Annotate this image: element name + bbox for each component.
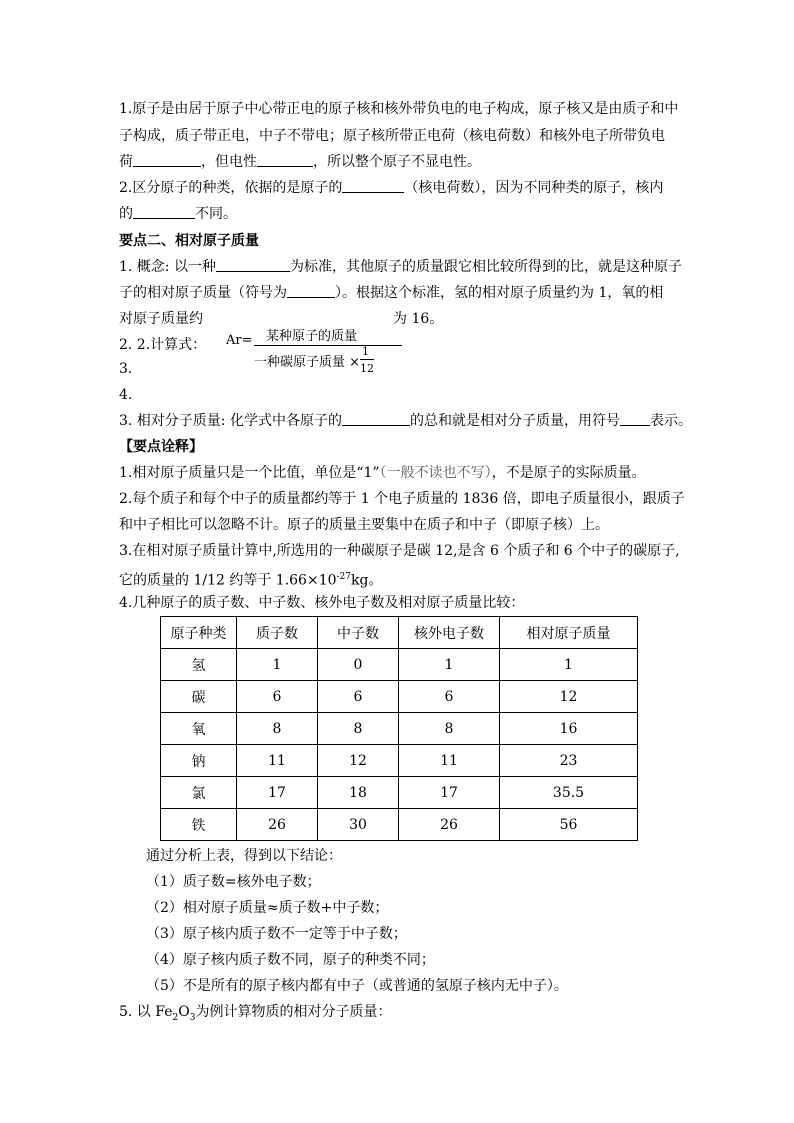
note-2a: 2.每个质子和每个中子的质量都约等于 1 个电子质量的 1836 倍，即电子质量很小，跟质子 — [119, 491, 685, 507]
atom-table — [160, 616, 638, 841]
table-cell: 12 — [318, 745, 399, 777]
section-heading: 要点二、相对原子质量 — [119, 233, 259, 249]
note-1: 1.相对原子质量只是一个比值，单位是“1”（一般不读也不写），不是原子的实际质量。 — [119, 465, 646, 481]
table-header-cell: 中子数 — [318, 617, 399, 649]
table-cell: 6 — [318, 681, 399, 713]
blank-symbol[interactable] — [287, 283, 335, 298]
table-header-cell: 核外电子数 — [399, 617, 500, 649]
conclusion-intro: 通过分析上表，得到以下结论： — [146, 848, 342, 864]
table-cell: 8 — [318, 713, 399, 745]
formula — [226, 325, 396, 385]
note-4: 4.几种原子的质子数、中子数、核外电子数及相对原子质量比较： — [119, 595, 525, 611]
note-3b: 它的质量的 1/12 约等于 $1.66\times 10^{-27}kg$。 — [119, 572, 383, 589]
table-cell: 11 — [237, 745, 318, 777]
table-cell: 26 — [237, 809, 318, 841]
table-cell: 26 — [399, 809, 500, 841]
conclusion-4: （4）原子核内质子数不同，原子的种类不同； — [146, 952, 435, 968]
table-cell: 氧 — [161, 713, 237, 745]
table-row — [161, 745, 638, 777]
table-cell: 钠 — [161, 745, 237, 777]
notes-heading: 【要点诠释】 — [119, 439, 203, 455]
table-cell: 1 — [399, 649, 500, 681]
formula-small-denominator: 12 — [360, 362, 374, 375]
table-cell: 铁 — [161, 809, 237, 841]
para1-line1: 1.原子是由居于原子中心带正电的原子核和核外带负电的电子构成，原子核又是由质子和中 — [119, 101, 679, 117]
table-row — [161, 777, 638, 809]
para1-line2: 子构成，质子带正电，中子不带电；原子核所带正电荷（核电荷数）和核外电子所带负电 — [119, 128, 665, 144]
formula-denominator: 一种碳原子质量 × — [254, 355, 361, 370]
table-cell: 11 — [399, 745, 500, 777]
table-cell: 23 — [500, 745, 638, 777]
table-cell: 12 — [500, 681, 638, 713]
blank-electric-charge[interactable] — [133, 152, 201, 167]
table-cell: 1 — [500, 649, 638, 681]
table-cell: 碳 — [161, 681, 237, 713]
table-cell: 8 — [237, 713, 318, 745]
note-2b: 和中子相比可以忽略不计。原子的质量主要集中在质子和中子（即原子核）上。 — [119, 517, 609, 533]
blank-atom-property[interactable] — [342, 178, 404, 193]
table-cell: 6 — [237, 681, 318, 713]
table-cell: 6 — [399, 681, 500, 713]
para1-line3: 荷 ，但电性 ，所以整个原子不显电性。 — [119, 154, 481, 170]
table-row — [161, 713, 638, 745]
item-number-3: 3. — [119, 361, 133, 377]
table-cell: 8 — [399, 713, 500, 745]
blank-atom-sum[interactable] — [342, 411, 410, 426]
concept-line2: 子的相对原子质量（符号为 ）。根据这个标准，氢的相对原子质量约为 1，氧的相 — [119, 285, 664, 301]
note-3a: 3.在相对原子质量计算中,所选用的一种碳原子是碳 12,是含 6 个质子和 6 个中子的碳原子, — [119, 543, 680, 559]
blank-electric-property[interactable] — [257, 152, 313, 167]
blank-nucleus-property[interactable] — [133, 204, 195, 219]
table-row — [161, 809, 638, 841]
item5-line: 5. 以 $Fe_2O_3$为例计算物质的相对分子质量： — [119, 1004, 392, 1023]
table-cell: 氢 — [161, 649, 237, 681]
blank-standard[interactable] — [216, 257, 290, 272]
table-cell: 1 — [237, 649, 318, 681]
table-header-cell: 质子数 — [237, 617, 318, 649]
concept-line1: 1. 概念: 以一种 为标准，其他原子的质量跟它相比较所得到的比，就是这种原子 — [119, 259, 682, 275]
table-cell: 17 — [399, 777, 500, 809]
formula-numerator: 某种原子的质量 — [266, 329, 358, 344]
conclusion-3: （3）原子核内质子数不一定等于中子数； — [146, 926, 407, 942]
calc-label: 2. 2.计算式： — [119, 337, 207, 353]
conclusion-2: （2）相对原子质量≈质子数+中子数； — [146, 900, 389, 916]
table-header-cell: 相对原子质量 — [500, 617, 638, 649]
molecular-line: 3. 相对分子质量: 化学式中各原子的 的总和就是相对分子质量，用符号 表示。 — [119, 413, 692, 429]
table-row — [161, 681, 638, 713]
para2-line1: 2.区分原子的种类，依据的是原子的 （核电荷数），因为不同种类的原子，核内 — [119, 180, 664, 196]
conclusion-1: （1）质子数=核外电子数； — [146, 874, 321, 890]
table-row — [161, 649, 638, 681]
table-cell: 56 — [500, 809, 638, 841]
table-cell: 18 — [318, 777, 399, 809]
item-number-4: 4. — [119, 387, 133, 403]
table-cell: 0 — [318, 649, 399, 681]
table-cell: 35.5 — [500, 777, 638, 809]
formula-lhs: Ar= — [226, 333, 253, 348]
table-cell: 氯 — [161, 777, 237, 809]
table-cell: 30 — [318, 809, 399, 841]
concept-line3: 对原子质量约 为 16。 — [119, 311, 444, 327]
para2-line2: 的 不同。 — [119, 206, 237, 222]
formula-small-bar — [360, 359, 374, 360]
blank-mr-symbol[interactable] — [620, 411, 650, 426]
formula-small-numerator: 1 — [362, 345, 369, 358]
conclusion-5: （5）不是所有的原子核内都有中子（或普通的氢原子核内无中子）。 — [146, 978, 568, 994]
table-cell: 16 — [500, 713, 638, 745]
table-header-row — [161, 617, 638, 649]
formula-fraction-bar — [254, 345, 402, 346]
table-cell: 17 — [237, 777, 318, 809]
table-header-cell: 原子种类 — [161, 617, 237, 649]
